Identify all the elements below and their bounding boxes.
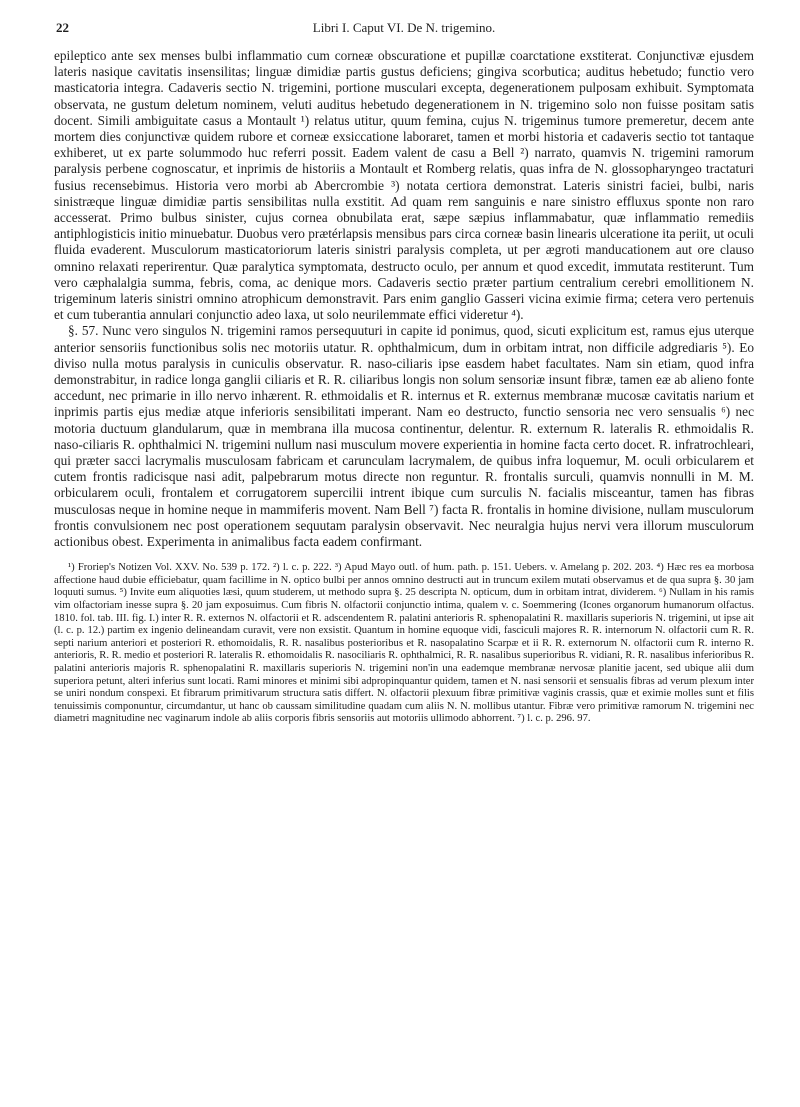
running-title: Libri I. Caput VI. De N. trigemino. — [312, 20, 496, 35]
footnotes — [54, 562, 754, 726]
footnote-block: ¹) Froriep's Notizen Vol. XXV. No. 539 p. 172. ²) l. c. p. 222. ³) Apud Mayo outl. of hum. path. p. 151. Uebers. v. Amelang p. 202. 203. ⁴) Hæc res ea morbosa affectione haud dubie efficiebatur, quam facillime in N. optico bulbi per annos omnino destructi aut in truncum exilem mutati observamus et de qua supra §. 30 jam loquuti sumus. ⁵) Invite eum aliquoties læsi, quum studerem, ut methodo supra §. 25 descripta N. opticum, dum in orbitam intrat, dividerem. ⁶) Nullam in his ramis vim olfactoriam inesse supra §. 20 jam exposuimus. Cum fibris N. olfactorii conjunctio intima, qualem v. c. Soemmering (Icones organorum humanorum olfactus. 1810. fol. tab. III. fig. I.) inter R. R. externos N. olfactorii et R. adscendentem R. palatini anterioris R. sphenopalatini R. maxillaris superioris N. trigemini, ut ipse ait (l. c. p. 12.) partim ex ingenio delineandam curavit, vere non exsistit. Quantum in homine equoque vidi, fasciculi majores R. R. internorum N. olfactorii cum R. R. septi narium anteriori et posteriori R. ethomoidalis, R. R. nasalibus posterioribus et R. nasopalatino Scarpæ et ii R. R. externorum N. olfactorii cum R. interno R. anterioris, R. R. medio et posteriori R. lateralis R. ethomoidalis R. nasociliaris R. ophthalmici, R. R. nasalibus superioribus R. vidiani, R. R. nasalibus inferioribus R. palatini anterioris majoris R. sphenopalatini R. maxillaris superioris N. trigemini non'in una eademque membranæ nervosæ planitie jacent, sed ubique alii dum superiora petunt, alteri inferius sunt locati. Rami minores et minimi sibi adpropinquantur quidem, tamen et N. nasi sensorii et sensualis fibras ad verum plexum inter se uniri nondum conspexi. Et fibrarum primitivarum structura satis differt. N. olfactorii plexuum fibræ primitivæ vaginis crassis, quæ et eximie molles sunt et filis tenuissimis componuntur, circumdantur, ut hanc ob caussam similitudine quadam cum aliis N. N. mollibus utantur. Fibræ vero primitivæ ramorum N. trigemini nec diametri magnitudine nec vaginarum indole ab aliis corporis fibris sensoriis aut motoriis ullimodo abhorrent. ⁷) l. c. p. 296. 97. — [54, 562, 754, 725]
main-text — [54, 48, 754, 550]
page-number: 22 — [56, 20, 69, 35]
running-header — [54, 20, 754, 40]
paragraph: §. 57. Nunc vero singulos N. trigemini ramos persequuturi in capite id ponimus, quod, sicuti explicitum est, ramus ejus uterque anterior sensoriis functionibus solis nec motoriis utatur. R. ophthalmicum, dum in orbitam intrat, non difficile adgrediaris ⁵). Eo diviso nulla motus paralysis in cuniculis observatur. R. naso-ciliaris ipse easdem habet facultates. Nam sin etiam, quod infra demonstrabitur, in radice longa ganglii ciliaris et R. R. ciliaribus longis non solum sensoriæ insunt fibræ, tamen eæ ab alieno fonte accedunt, nec primarie in illo nervo inhærent. R. ethmoidalis et R. internus et R. externus membranæ mucosæ cavitatis narium et inprimis partis ejus mediæ atque inferioris sensibilitati imperant. Nam eo destructo, functio sensoria nec vero sensualis ⁶) nec motoria ductuum glandularum, quæ in membrana illa mucosa continentur, delentur. R. externum R. lateralis R. ethmoidalis R. naso-ciliaris R. ophthalmici N. trigemini nullum nasi musculum movere experientia in homine facta certo docet. R. infratrochleari, qui præter sacci lacrymalis musculosam fabricam et carunculam lacrymalem, de quibus infra loquemur, M. oculi orbicularem et cutem frontis radicisque nasi adit, palpebrarum motus directe non reguntur. R. frontalis surculi, quamvis nonnulli in M. M. orbicularem oculi, frontalem et corrugatorem supercilii intrent ibique cum surculis N. facialis misceantur, tamen has fibras musculosas neque in homine neque in mammiferis movent. Nam Bell ⁷) facta R. frontalis in homine divisione, nullam musculorum frontis convulsionem nec post operationem sequutam paralysin observavit. Nec neuralgia hujus nervi vera illorum musculorum actionibus obest. Experimenta in animalibus facta eadem confirmant. — [54, 323, 754, 550]
paragraph: epileptico ante sex menses bulbi inflammatio cum corneæ obscuratione et pupillæ coarctatione exstiterat. Conjunctivæ ejusdem lateris nasique cavitatis insensilitas; linguæ dimidiæ partis gustus deficiens; gingiva scorbutica; auditus hebetudo; functio vero masticatoria integra. Cadaveris sectio N. trigemini, portione musculari excepta, degenerationem pulposam exhibuit. Symptomata observata, ne gustum deletum nominem, veluti auditus hebetudo degenerationem in N. trigemino solo non fuisse positam satis docent. Simili ambiguitate casus a Montault ¹) relatus utitur, quum femina, cujus N. trigeminus tumore premeretur, decem ante mortem dies conjunctivæ quidem rubore et corneæ exsiccatione laboraret, tamen et morbi historia et cadaveris sectio tot tantaque exhiberet, ut ex parte solummodo huc referri possit. Eadem valent de casu a Bell ²) narrato, quamvis N. trigemini ramorum paralysis perbene cognoscatur, et inprimis de historiis a Montault et Romberg relatis, quas infra de N. glossopharyngeo tractaturi fusius recensebimus. Historia vero morbi ab Abercrombie ³) notata certiora demonstrat. Lateris sinistri faciei, bulbi, naris sinistræque linguæ dimidiæ partis sensibilitas nulla exstitit. Ad quam rem sanguinis e nare sinistro effluxus sponte non raro accesserat. Primo bulbus sinister, cujus cornea obnubilata erat, sæpe sæpius inflammabatur, quæ inflammatio remediis antiphlogisticis initio minuebatur. Duobus vero prætérlapsis mensibus pars circa corneæ basin linearis ulceratione ita periit, ut oculi fluida evaderent. Musculorum masticatoriorum lateris sinistri paralysis completa, ut per ægroti manducationem aut ore clauso omnino relaxati reperirentur. Quæ paralytica symptomata, destructo oculo, per annum et quod excedit, immutata restiterunt. Tum vero cæphalalgia summa, febris, coma, ac denique mors. Cadaveris sectio præter partium centralium cerebri emollitionem N. trigeminum lateris sinistri omnino atrophicum demonstravit. Pars enim ganglio Gasseri vicina eximie firma; cetera vero pertenuis et cum tuberantia annulari conjunctio adeo laxa, ut solo neurilemmate effici videretur ⁴). — [54, 48, 754, 323]
footnote-separator — [54, 550, 754, 562]
